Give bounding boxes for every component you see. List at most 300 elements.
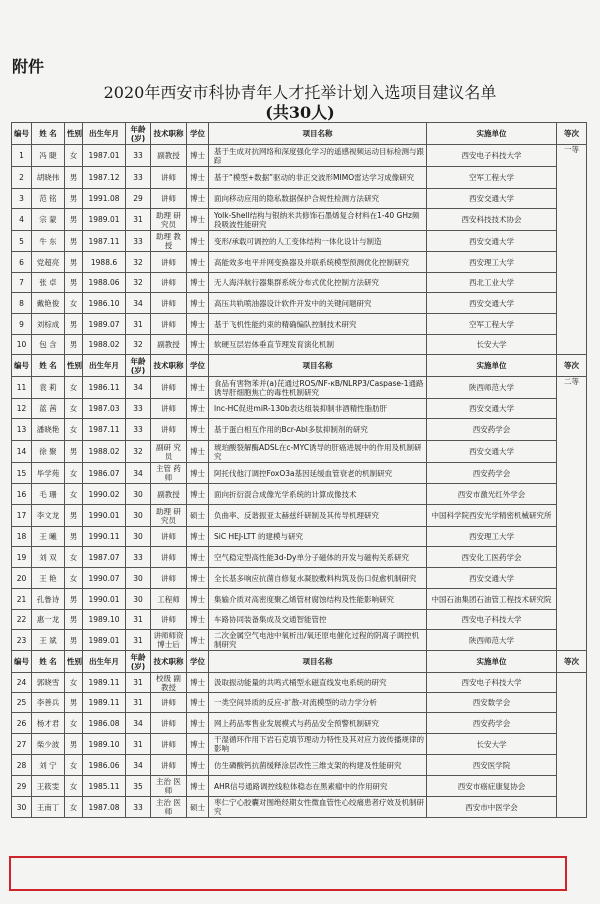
cell-project: 面向移动应用的隐私数据保护合规性检测方法研究	[209, 189, 427, 209]
cell-name: 王筱雯	[32, 776, 65, 797]
header-cell: 出生年月	[83, 355, 126, 377]
table-row	[12, 484, 587, 505]
cell-age: 31	[126, 314, 151, 335]
cell-birth: 1990.11	[83, 527, 126, 547]
cell-degree: 硕士	[187, 797, 209, 818]
cell-birth: 1989.11	[83, 693, 126, 713]
cell-unit: 西安电子科技大学	[427, 673, 557, 693]
cell-gender: 女	[65, 673, 83, 693]
cell-no: 18	[12, 527, 32, 547]
cell-name: 王 艳	[32, 568, 65, 589]
cell-age: 34	[126, 713, 151, 734]
cell-title: 讲师	[151, 527, 187, 547]
cell-birth: 1987.11	[83, 419, 126, 441]
cell-degree: 博士	[187, 463, 209, 484]
cell-project: 阿托伐他汀调控FoxO3a基因延缓血管衰老的机制研究	[209, 463, 427, 484]
cell-degree: 博士	[187, 399, 209, 419]
header-cell: 学位	[187, 651, 209, 673]
table-row	[12, 231, 587, 252]
cell-name: 柴少波	[32, 734, 65, 755]
header-cell: 出生年月	[83, 123, 126, 145]
cell-title: 助理 研究员	[151, 505, 187, 527]
cell-project: Yolk-Shell结构与银纳米共修饰石墨烯复合材料在1-40 GHz频段吸波性能研究	[209, 209, 427, 231]
table-row	[12, 252, 587, 273]
cell-degree: 博士	[187, 484, 209, 505]
cell-project: 基于飞机性能约束的精确编队控制技术研究	[209, 314, 427, 335]
cell-title: 副教授	[151, 145, 187, 167]
table-row	[12, 209, 587, 231]
cell-age: 30	[126, 568, 151, 589]
cell-unit: 西安市癌症康复协会	[427, 776, 557, 797]
cell-name: 胡晓伟	[32, 167, 65, 189]
cell-gender: 女	[65, 145, 83, 167]
cell-birth: 1988.6	[83, 252, 126, 273]
table-row	[12, 399, 587, 419]
header-cell: 技术职称	[151, 123, 187, 145]
cell-age: 33	[126, 231, 151, 252]
cell-gender: 女	[65, 797, 83, 818]
cell-gender: 男	[65, 314, 83, 335]
cell-title: 讲师	[151, 377, 187, 399]
cell-birth: 1989.11	[83, 673, 126, 693]
cell-age: 31	[126, 734, 151, 755]
cell-title: 工程师	[151, 589, 187, 610]
cell-birth: 1986.07	[83, 463, 126, 484]
cell-unit: 西安数学会	[427, 693, 557, 713]
table-row	[12, 293, 587, 314]
cell-birth: 1990.07	[83, 568, 126, 589]
cell-unit: 西安市激光红外学会	[427, 484, 557, 505]
cell-title: 副教授	[151, 335, 187, 355]
cell-no: 12	[12, 399, 32, 419]
cell-age: 31	[126, 209, 151, 231]
cell-age: 32	[126, 273, 151, 293]
table-row	[12, 314, 587, 335]
header-cell: 性别	[65, 123, 83, 145]
cell-unit: 空军工程大学	[427, 314, 557, 335]
cell-gender: 男	[65, 610, 83, 630]
cell-project: SiC HEJ-LTT 的建模与研究	[209, 527, 427, 547]
cell-no: 19	[12, 547, 32, 568]
cell-project: 车路协同装备集成及交通智能管控	[209, 610, 427, 630]
cell-birth: 1987.01	[83, 145, 126, 167]
cell-age: 33	[126, 797, 151, 818]
cell-gender: 男	[65, 189, 83, 209]
cell-gender: 女	[65, 419, 83, 441]
cell-name: 党超亮	[32, 252, 65, 273]
header-cell: 项目名称	[209, 651, 427, 673]
cell-name: 王 斌	[32, 630, 65, 651]
cell-project: 琥珀酸裂解酶ADSL在c-MYC诱导的肝癌进展中的作用及机制研究	[209, 441, 427, 463]
cell-unit: 西安交通大学	[427, 399, 557, 419]
cell-unit: 西安药学会	[427, 463, 557, 484]
cell-project: 仿生磷酸钙抗菌缓释涂层改性三维支架的构建及性能研究	[209, 755, 427, 776]
cell-unit: 西北工业大学	[427, 273, 557, 293]
cell-unit: 西安交通大学	[427, 189, 557, 209]
cell-title: 讲师师资博士后	[151, 630, 187, 651]
cell-unit: 长安大学	[427, 335, 557, 355]
cell-no: 23	[12, 630, 32, 651]
cell-birth: 1989.01	[83, 209, 126, 231]
header-cell: 技术职称	[151, 355, 187, 377]
cell-project: AHR信号通路调控线粒体稳态在黑素瘤中的作用研究	[209, 776, 427, 797]
cell-name: 冯 睫	[32, 145, 65, 167]
candidate-table	[11, 122, 587, 818]
cell-degree: 博士	[187, 693, 209, 713]
cell-project: 基于“模型+数据”驱动的非正交波形MIMO雷达学习成像研究	[209, 167, 427, 189]
cell-gender: 男	[65, 167, 83, 189]
table-row	[12, 189, 587, 209]
cell-unit: 中国科学院西安光学精密机械研究所	[427, 505, 557, 527]
cell-no: 5	[12, 231, 32, 252]
cell-no: 11	[12, 377, 32, 399]
cell-degree: 博士	[187, 231, 209, 252]
header-cell: 年龄(岁)	[126, 651, 151, 673]
table-row	[12, 610, 587, 630]
cell-title: 校级 副教授	[151, 673, 187, 693]
cell-unit: 西安交通大学	[427, 441, 557, 463]
header-cell: 出生年月	[83, 651, 126, 673]
table-row	[12, 630, 587, 651]
cell-no: 10	[12, 335, 32, 355]
table-row	[12, 419, 587, 441]
cell-age: 31	[126, 673, 151, 693]
cell-name: 刘棕成	[32, 314, 65, 335]
cell-name: 毛 珊	[32, 484, 65, 505]
header-cell: 学位	[187, 355, 209, 377]
header-cell: 实施单位	[427, 355, 557, 377]
cell-birth: 1990.02	[83, 484, 126, 505]
cell-title: 讲师	[151, 399, 187, 419]
header-cell: 技术职称	[151, 651, 187, 673]
cell-project: 枣仁宁心胶囊对围绝经期女性微血管性心绞痛患者疗效及机制研究	[209, 797, 427, 818]
header-cell: 年龄(岁)	[126, 123, 151, 145]
cell-gender: 女	[65, 713, 83, 734]
cell-no: 26	[12, 713, 32, 734]
cell-birth: 1986.11	[83, 377, 126, 399]
cell-age: 32	[126, 335, 151, 355]
cell-unit: 西安交通大学	[427, 568, 557, 589]
cell-gender: 男	[65, 693, 83, 713]
cell-gender: 女	[65, 484, 83, 505]
header-cell: 实施单位	[427, 651, 557, 673]
cell-age: 30	[126, 505, 151, 527]
document-subtitle: (共30人)	[265, 103, 335, 122]
table-row	[12, 589, 587, 610]
cell-unit: 西安电子科技大学	[427, 610, 557, 630]
cell-birth: 1987.07	[83, 547, 126, 568]
cell-degree: 博士	[187, 252, 209, 273]
cell-gender: 女	[65, 776, 83, 797]
cell-degree: 博士	[187, 335, 209, 355]
cell-birth: 1988.06	[83, 273, 126, 293]
cell-degree: 博士	[187, 293, 209, 314]
cell-name: 王 曦	[32, 527, 65, 547]
cell-unit: 西安化工医药学会	[427, 547, 557, 568]
cell-name: 毕学苑	[32, 463, 65, 484]
cell-birth: 1990.01	[83, 589, 126, 610]
cell-unit: 西安药学会	[427, 419, 557, 441]
cell-birth: 1987.08	[83, 797, 126, 818]
cell-birth: 1986.06	[83, 755, 126, 776]
cell-title: 主管 药师	[151, 463, 187, 484]
cell-unit: 中国石油集团石油管工程技术研究院	[427, 589, 557, 610]
cell-no: 15	[12, 463, 32, 484]
header-cell: 等次	[557, 123, 587, 145]
table-row	[12, 673, 587, 693]
cell-gender: 女	[65, 755, 83, 776]
cell-title: 讲师	[151, 547, 187, 568]
table-row	[12, 335, 587, 355]
cell-project: 一类空间异质的反应-扩散-对流模型的动力学分析	[209, 693, 427, 713]
table-row	[12, 527, 587, 547]
cell-birth: 1987.03	[83, 399, 126, 419]
cell-name: 蓝 茜	[32, 399, 65, 419]
table-row	[12, 145, 587, 167]
header-cell: 编号	[12, 355, 32, 377]
cell-name: 徐 聚	[32, 441, 65, 463]
cell-gender: 女	[65, 463, 83, 484]
cell-birth: 1989.10	[83, 610, 126, 630]
cell-degree: 博士	[187, 610, 209, 630]
cell-project: 网上药品零售业发展模式与药品安全预警机制研究	[209, 713, 427, 734]
cell-project: 汲取振动能量的共鸣式桶型永磁直线发电系统的研究	[209, 673, 427, 693]
cell-unit: 西安交通大学	[427, 231, 557, 252]
header-cell: 实施单位	[427, 123, 557, 145]
cell-age: 34	[126, 463, 151, 484]
cell-gender: 男	[65, 335, 83, 355]
cell-degree: 博士	[187, 527, 209, 547]
table-row	[12, 693, 587, 713]
cell-gender: 女	[65, 293, 83, 314]
cell-no: 30	[12, 797, 32, 818]
table-header-row	[12, 651, 587, 673]
cell-no: 9	[12, 314, 32, 335]
cell-title: 讲师	[151, 693, 187, 713]
cell-no: 4	[12, 209, 32, 231]
cell-title: 讲师	[151, 314, 187, 335]
cell-no: 2	[12, 167, 32, 189]
cell-no: 24	[12, 673, 32, 693]
cell-unit: 西安交通大学	[427, 293, 557, 314]
cell-name: 郭晓雪	[32, 673, 65, 693]
header-cell: 项目名称	[209, 355, 427, 377]
table-header-row	[12, 355, 587, 377]
cell-age: 33	[126, 399, 151, 419]
cell-gender: 男	[65, 527, 83, 547]
table-row	[12, 713, 587, 734]
cell-no: 8	[12, 293, 32, 314]
table-row	[12, 734, 587, 755]
cell-degree: 硕士	[187, 505, 209, 527]
cell-unit: 西安科技技术协会	[427, 209, 557, 231]
header-cell: 性别	[65, 651, 83, 673]
cell-age: 35	[126, 776, 151, 797]
header-cell: 等次	[557, 651, 587, 673]
cell-birth: 1987.11	[83, 231, 126, 252]
cell-gender: 男	[65, 589, 83, 610]
cell-age: 34	[126, 293, 151, 314]
cell-project: 高能效多电平并网变换器及并联系统模型预测优化控制研究	[209, 252, 427, 273]
cell-age: 30	[126, 589, 151, 610]
cell-degree: 博士	[187, 167, 209, 189]
cell-degree: 博士	[187, 547, 209, 568]
cell-no: 1	[12, 145, 32, 167]
cell-name: 孔鲁诗	[32, 589, 65, 610]
cell-grade: 一等	[557, 145, 587, 355]
cell-name: 牛 东	[32, 231, 65, 252]
cell-degree: 博士	[187, 589, 209, 610]
cell-name: 李善兵	[32, 693, 65, 713]
table-row	[12, 377, 587, 399]
cell-project: 负曲率、反谐振亚太赫兹纤研制及其传导机理研究	[209, 505, 427, 527]
header-cell: 编号	[12, 123, 32, 145]
cell-degree: 博士	[187, 630, 209, 651]
cell-project: 二次金属空气电池中氧析出/氧还原电催化过程的阴离子调控机制研究	[209, 630, 427, 651]
cell-no: 13	[12, 419, 32, 441]
cell-no: 28	[12, 755, 32, 776]
cell-name: 刘 双	[32, 547, 65, 568]
cell-project: 基于生成对抗网络和深度强化学习的遥感视频运动目标检测与跟踪	[209, 145, 427, 167]
cell-unit: 陕西师范大学	[427, 377, 557, 399]
cell-birth: 1990.01	[83, 505, 126, 527]
header-cell: 性别	[65, 355, 83, 377]
cell-title: 讲师	[151, 734, 187, 755]
table-row	[12, 505, 587, 527]
cell-degree: 博士	[187, 441, 209, 463]
header-cell: 学位	[187, 123, 209, 145]
cell-age: 34	[126, 755, 151, 776]
cell-name: 潘晓艳	[32, 419, 65, 441]
cell-birth: 1989.07	[83, 314, 126, 335]
cell-project: 无人海洋航行器集群系统分布式优化控制方法研究	[209, 273, 427, 293]
cell-gender: 男	[65, 630, 83, 651]
table-row	[12, 797, 587, 818]
header-cell: 编号	[12, 651, 32, 673]
cell-name: 杨才君	[32, 713, 65, 734]
header-cell: 项目名称	[209, 123, 427, 145]
cell-degree: 博士	[187, 713, 209, 734]
cell-title: 讲师	[151, 568, 187, 589]
cell-birth: 1991.08	[83, 189, 126, 209]
table-row	[12, 441, 587, 463]
cell-degree: 博士	[187, 673, 209, 693]
cell-age: 32	[126, 441, 151, 463]
cell-birth: 1987.12	[83, 167, 126, 189]
cell-birth: 1986.10	[83, 293, 126, 314]
cell-no: 21	[12, 589, 32, 610]
cell-no: 14	[12, 441, 32, 463]
cell-name: 王南丁	[32, 797, 65, 818]
cell-name: 宗 蒙	[32, 209, 65, 231]
header-cell: 姓 名	[32, 651, 65, 673]
cell-project: 软硬互层岩体垂直节理发育演化机制	[209, 335, 427, 355]
cell-gender: 男	[65, 273, 83, 293]
cell-title: 讲师	[151, 755, 187, 776]
cell-title: 副教授	[151, 484, 187, 505]
highlight-box	[9, 856, 567, 891]
cell-age: 33	[126, 145, 151, 167]
header-cell: 姓 名	[32, 355, 65, 377]
cell-degree: 博士	[187, 734, 209, 755]
cell-no: 3	[12, 189, 32, 209]
cell-unit: 西安电子科技大学	[427, 145, 557, 167]
cell-birth: 1985.11	[83, 776, 126, 797]
cell-title: 讲师	[151, 252, 187, 273]
cell-age: 30	[126, 527, 151, 547]
cell-project: 高压共轨喷油器设计软件开发中的关键问题研究	[209, 293, 427, 314]
cell-name: 戴艳俊	[32, 293, 65, 314]
table-row	[12, 547, 587, 568]
cell-grade	[557, 673, 587, 818]
cell-unit: 西安市中医学会	[427, 797, 557, 818]
cell-degree: 博士	[187, 314, 209, 335]
cell-age: 33	[126, 547, 151, 568]
cell-gender: 男	[65, 441, 83, 463]
table-row	[12, 273, 587, 293]
cell-project: 变形/承载可调控的人工变体结构一体化设计与制造	[209, 231, 427, 252]
cell-no: 25	[12, 693, 32, 713]
cell-project: 全长基多响应抗菌自修复水凝胶敷料构筑及伤口促愈机制研究	[209, 568, 427, 589]
cell-project: 基于蛋白相互作用的Bcr-Abl多肽抑制剂的研究	[209, 419, 427, 441]
cell-degree: 博士	[187, 377, 209, 399]
table-row	[12, 776, 587, 797]
table-row	[12, 463, 587, 484]
cell-project: 集输介质对高密度聚乙烯管材腐蚀结构及性能影响研究	[209, 589, 427, 610]
cell-project: 干湿循环作用下岩石克填节理动力特性及其对应力波传播规律的影响	[209, 734, 427, 755]
cell-degree: 博士	[187, 145, 209, 167]
cell-name: 张 卓	[32, 273, 65, 293]
cell-name: 惠一龙	[32, 610, 65, 630]
cell-title: 主治 医师	[151, 776, 187, 797]
cell-unit: 陕西师范大学	[427, 630, 557, 651]
table-row	[12, 755, 587, 776]
cell-age: 34	[126, 377, 151, 399]
document-title: 2020年西安市科协青年人才托举计划入选项目建议名单	[103, 83, 497, 102]
cell-title: 助理 教授	[151, 231, 187, 252]
cell-name: 袁 莉	[32, 377, 65, 399]
cell-degree: 博士	[187, 209, 209, 231]
cell-birth: 1989.01	[83, 630, 126, 651]
cell-grade: 二等	[557, 377, 587, 651]
cell-title: 讲师	[151, 419, 187, 441]
header-cell: 等次	[557, 355, 587, 377]
cell-gender: 男	[65, 231, 83, 252]
cell-title: 讲师	[151, 713, 187, 734]
cell-project: 空气稳定型高性能3d-Dy单分子磁体的开发与磁构关系研究	[209, 547, 427, 568]
cell-age: 31	[126, 610, 151, 630]
cell-title: 讲师	[151, 189, 187, 209]
cell-degree: 博士	[187, 273, 209, 293]
cell-unit: 西安理工大学	[427, 527, 557, 547]
cell-title: 主治 医师	[151, 797, 187, 818]
cell-age: 33	[126, 419, 151, 441]
cell-degree: 博士	[187, 755, 209, 776]
header-cell: 年龄(岁)	[126, 355, 151, 377]
cell-no: 22	[12, 610, 32, 630]
cell-gender: 女	[65, 399, 83, 419]
cell-name: 包 含	[32, 335, 65, 355]
cell-unit: 长安大学	[427, 734, 557, 755]
cell-project: lnc-HC促进miR-130b表达组装抑制非酒精性脂肪肝	[209, 399, 427, 419]
cell-unit: 西安理工大学	[427, 252, 557, 273]
cell-no: 27	[12, 734, 32, 755]
cell-birth: 1988.02	[83, 441, 126, 463]
table-row	[12, 167, 587, 189]
cell-title: 讲师	[151, 167, 187, 189]
cell-gender: 女	[65, 568, 83, 589]
cell-name: 李文龙	[32, 505, 65, 527]
